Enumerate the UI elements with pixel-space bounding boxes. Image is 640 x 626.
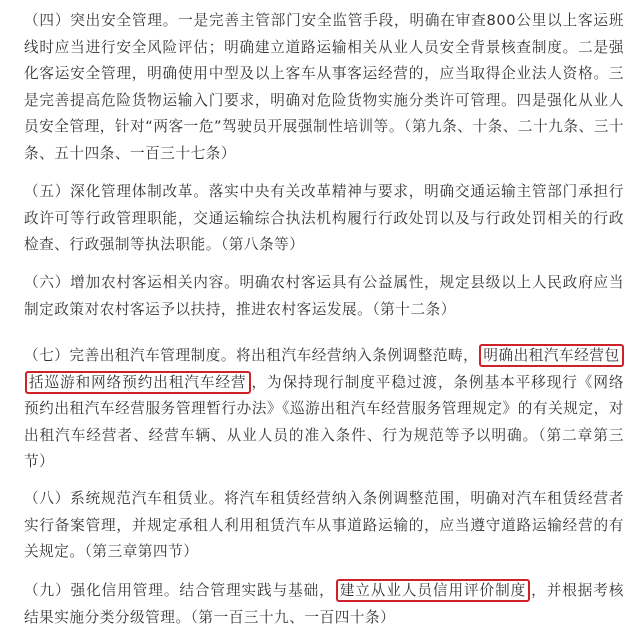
section-7-text-before: （七）完善出租汽车管理制度。将出租汽车经营纳入条例调整范畴， bbox=[24, 347, 479, 364]
section-7-paragraph bbox=[24, 343, 624, 476]
section-9-text-before: （九）强化信用管理。结合管理实践与基础， bbox=[24, 582, 335, 599]
section-8-paragraph: （八）系统规范汽车租赁业。将汽车租赁经营纳入条例调整范围，明确对汽车租赁经营者实行备案管理，并规定承租人利用租赁汽车从事道路运输的，应当遵守道路运输经营的有关规定。（第三章第四节） bbox=[24, 490, 624, 560]
section-9-paragraph bbox=[24, 578, 624, 626]
section-5-paragraph: （五）深化管理体制改革。落实中央有关改革精神与要求，明确交通运输主管部门承担行政许可等行政管理职能，交通运输综合执法机构履行行政处罚以及与行政处罚相关的行政检查、行政强制等执法职能。（第八条等） bbox=[24, 183, 624, 253]
section-4-paragraph: （四）突出安全管理。一是完善主管部门安全监管手段，明确在审查800公里以上客运班线时应当进行安全风险评估；明确建立道路运输相关从业人员安全背景核查制度。二是强化客运安全管理，明确使用中型及以上客车从事客运经营的，应当取得企业法人资格。三是完善提高危险货物运输入门要求，明确对危险货物实施分类许可管理。四是强化从业人员安全管理，针对“两客一危”驾驶员开展强制性培训等。（第九条、十条、二十九条、三十条、五十四条、一百三十七条） bbox=[24, 12, 624, 162]
section-7-text-after: ，为保持现行制度平稳过渡，条例基本平移现行《网络预约出租汽车经营服务管理暂行办法》《巡游出租汽车经营服务管理规定》的有关规定，对出租汽车经营者、经营车辆、从业人员的准入条件、行为规范等予以明确。（第二章第三节） bbox=[24, 373, 625, 470]
section-7-highlight: 明确出租汽车经营包括巡游和网络预约出租汽车经营 bbox=[25, 344, 624, 394]
section-9-text-after: ，并根据考核结果实施分类分级管理。（第一百三十九、一百四十条） bbox=[24, 582, 624, 626]
section-6-paragraph: （六）增加农村客运相关内容。明确农村客运具有公益属性，规定县级以上人民政府应当制定政策对农村客运予以扶持，推进农村客运发展。（第十二条） bbox=[24, 274, 624, 318]
section-9-highlight: 建立从业人员信用评价制度 bbox=[336, 579, 530, 602]
